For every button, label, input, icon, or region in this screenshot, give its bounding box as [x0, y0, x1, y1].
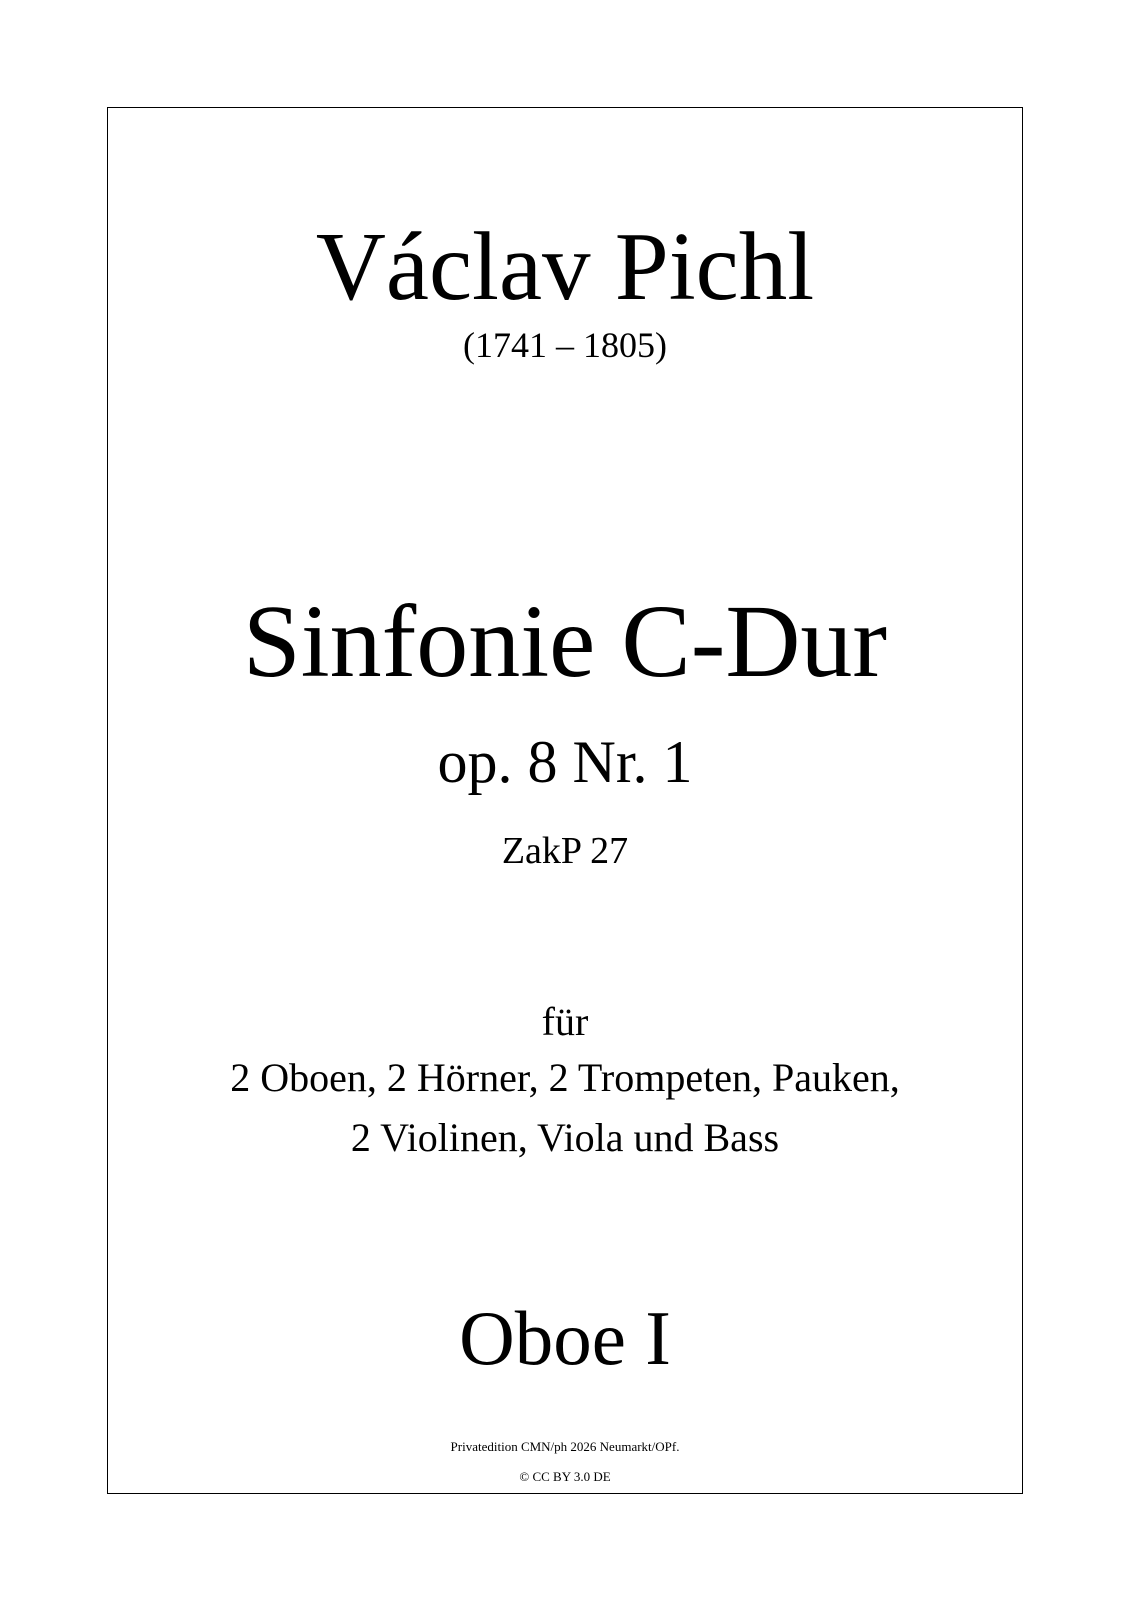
instrumentation-intro: für [541, 999, 589, 1044]
instrumentation-line-1: 2 Oboen, 2 Hörner, 2 Trompeten, Pauken, [230, 1055, 900, 1100]
catalog-number: ZakP 27 [501, 830, 629, 872]
work-title: Sinfonie C-Dur [242, 584, 888, 699]
instrumentation-line-2: 2 Violinen, Viola und Bass [350, 1115, 780, 1160]
composer-life-dates: (1741 – 1805) [463, 325, 667, 365]
composer-name: Václav Pichl [315, 213, 815, 320]
edition-note: Privatedition CMN/ph 2026 Neumarkt/OPf. [450, 1439, 680, 1454]
part-name: Oboe I [459, 1295, 671, 1381]
opus-number: op. 8 Nr. 1 [437, 729, 693, 795]
license-note: © CC BY 3.0 DE [519, 1469, 611, 1484]
